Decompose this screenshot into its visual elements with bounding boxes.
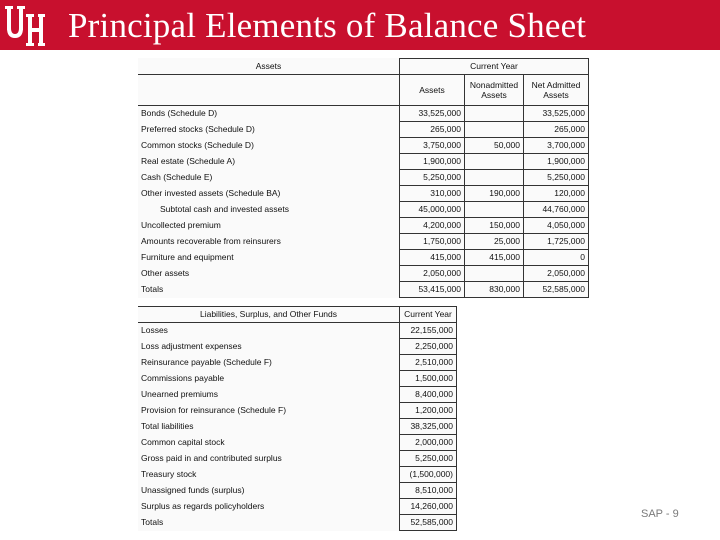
- nonadmitted-value: [465, 106, 524, 122]
- col-net-admitted-header: Net Admitted Assets: [524, 75, 589, 106]
- table-row: [138, 234, 589, 250]
- row-label: Subtotal cash and invested assets: [138, 202, 400, 218]
- row-label: Preferred stocks (Schedule D): [138, 122, 400, 138]
- current-year-value: 38,325,000: [400, 419, 457, 435]
- current-year-value: 1,200,000: [400, 403, 457, 419]
- title-bar: [0, 0, 720, 50]
- net-admitted-value: 1,900,000: [524, 154, 589, 170]
- table-row: [138, 106, 589, 122]
- row-label: Totals: [138, 515, 400, 531]
- net-admitted-value: 0: [524, 250, 589, 266]
- assets-value: 4,200,000: [400, 218, 465, 234]
- table-row: [138, 122, 589, 138]
- col-assets-header: Assets: [400, 75, 465, 106]
- current-year-value: 5,250,000: [400, 451, 457, 467]
- net-admitted-value: 2,050,000: [524, 266, 589, 282]
- table-row: [138, 266, 589, 282]
- table-row: [138, 467, 457, 483]
- assets-value: 5,250,000: [400, 170, 465, 186]
- row-label: Unassigned funds (surplus): [138, 483, 400, 499]
- table-row: [138, 499, 457, 515]
- blank-header-cell: [138, 75, 400, 106]
- table-row: [138, 419, 457, 435]
- table-row: [138, 186, 589, 202]
- net-admitted-value: 44,760,000: [524, 202, 589, 218]
- table-row: [138, 202, 589, 218]
- assets-value: 1,900,000: [400, 154, 465, 170]
- row-label: Uncollected premium: [138, 218, 400, 234]
- table-row: [138, 250, 589, 266]
- assets-value: 3,750,000: [400, 138, 465, 154]
- row-label: Treasury stock: [138, 467, 400, 483]
- table-row: [138, 387, 457, 403]
- current-year-value: 2,000,000: [400, 435, 457, 451]
- assets-value: 45,000,000: [400, 202, 465, 218]
- table-row: [138, 403, 457, 419]
- row-label: Losses: [138, 323, 400, 339]
- current-year-value: 22,155,000: [400, 323, 457, 339]
- row-label: Gross paid in and contributed surplus: [138, 451, 400, 467]
- nonadmitted-value: 25,000: [465, 234, 524, 250]
- row-label: Loss adjustment expenses: [138, 339, 400, 355]
- table-row: [138, 282, 589, 298]
- table-row: [138, 170, 589, 186]
- table-row: [138, 451, 457, 467]
- liabilities-current-year-header: Current Year: [400, 307, 457, 323]
- assets-value: 2,050,000: [400, 266, 465, 282]
- nonadmitted-value: [465, 122, 524, 138]
- current-year-value: 2,510,000: [400, 355, 457, 371]
- nonadmitted-value: [465, 154, 524, 170]
- nonadmitted-value: 150,000: [465, 218, 524, 234]
- row-label: Totals: [138, 282, 400, 298]
- table-row: [138, 339, 457, 355]
- assets-table: [138, 58, 589, 298]
- current-year-value: 2,250,000: [400, 339, 457, 355]
- liabilities-section-header: Liabilities, Surplus, and Other Funds: [138, 307, 400, 323]
- current-year-value: 52,585,000: [400, 515, 457, 531]
- current-year-value: 8,510,000: [400, 483, 457, 499]
- assets-value: 310,000: [400, 186, 465, 202]
- net-admitted-value: 120,000: [524, 186, 589, 202]
- table-row: [138, 371, 457, 387]
- table-row: [138, 483, 457, 499]
- liabilities-table: [138, 306, 457, 531]
- net-admitted-value: 3,700,000: [524, 138, 589, 154]
- assets-section-header: Assets: [138, 59, 400, 75]
- assets-value: 33,525,000: [400, 106, 465, 122]
- net-admitted-value: 1,725,000: [524, 234, 589, 250]
- assets-value: 1,750,000: [400, 234, 465, 250]
- assets-value: 265,000: [400, 122, 465, 138]
- net-admitted-value: 52,585,000: [524, 282, 589, 298]
- row-label: Bonds (Schedule D): [138, 106, 400, 122]
- current-year-value: 1,500,000: [400, 371, 457, 387]
- row-label: Unearned premiums: [138, 387, 400, 403]
- net-admitted-value: 33,525,000: [524, 106, 589, 122]
- liabilities-table-image: [138, 306, 457, 531]
- row-label: Real estate (Schedule A): [138, 154, 400, 170]
- row-label: Cash (Schedule E): [138, 170, 400, 186]
- row-label: Commissions payable: [138, 371, 400, 387]
- row-label: Common capital stock: [138, 435, 400, 451]
- table-row: [138, 154, 589, 170]
- table-row: [138, 435, 457, 451]
- row-label: Furniture and equipment: [138, 250, 400, 266]
- row-label: Reinsurance payable (Schedule F): [138, 355, 400, 371]
- nonadmitted-value: [465, 170, 524, 186]
- table-row: [138, 515, 457, 531]
- slide-number: SAP - 9: [641, 508, 679, 520]
- nonadmitted-value: 830,000: [465, 282, 524, 298]
- nonadmitted-value: 415,000: [465, 250, 524, 266]
- nonadmitted-value: 190,000: [465, 186, 524, 202]
- row-label: Common stocks (Schedule D): [138, 138, 400, 154]
- net-admitted-value: 5,250,000: [524, 170, 589, 186]
- current-year-value: 8,400,000: [400, 387, 457, 403]
- net-admitted-value: 265,000: [524, 122, 589, 138]
- assets-table-image: [138, 58, 589, 298]
- row-label: Provision for reinsurance (Schedule F): [138, 403, 400, 419]
- row-label: Surplus as regards policyholders: [138, 499, 400, 515]
- current-year-value: (1,500,000): [400, 467, 457, 483]
- table-row: [138, 218, 589, 234]
- nonadmitted-value: [465, 202, 524, 218]
- nonadmitted-value: [465, 266, 524, 282]
- assets-value: 53,415,000: [400, 282, 465, 298]
- nonadmitted-value: 50,000: [465, 138, 524, 154]
- table-row: [138, 355, 457, 371]
- row-label: Other assets: [138, 266, 400, 282]
- current-year-value: 14,260,000: [400, 499, 457, 515]
- row-label: Other invested assets (Schedule BA): [138, 186, 400, 202]
- row-label: Amounts recoverable from reinsurers: [138, 234, 400, 250]
- table-row: [138, 323, 457, 339]
- col-nonadmitted-header: Nonadmitted Assets: [465, 75, 524, 106]
- row-label: Total liabilities: [138, 419, 400, 435]
- net-admitted-value: 4,050,000: [524, 218, 589, 234]
- current-year-header: Current Year: [400, 59, 589, 75]
- assets-value: 415,000: [400, 250, 465, 266]
- slide-title: Principal Elements of Balance Sheet: [68, 6, 587, 45]
- table-row: [138, 138, 589, 154]
- university-logo-icon: [4, 4, 46, 48]
